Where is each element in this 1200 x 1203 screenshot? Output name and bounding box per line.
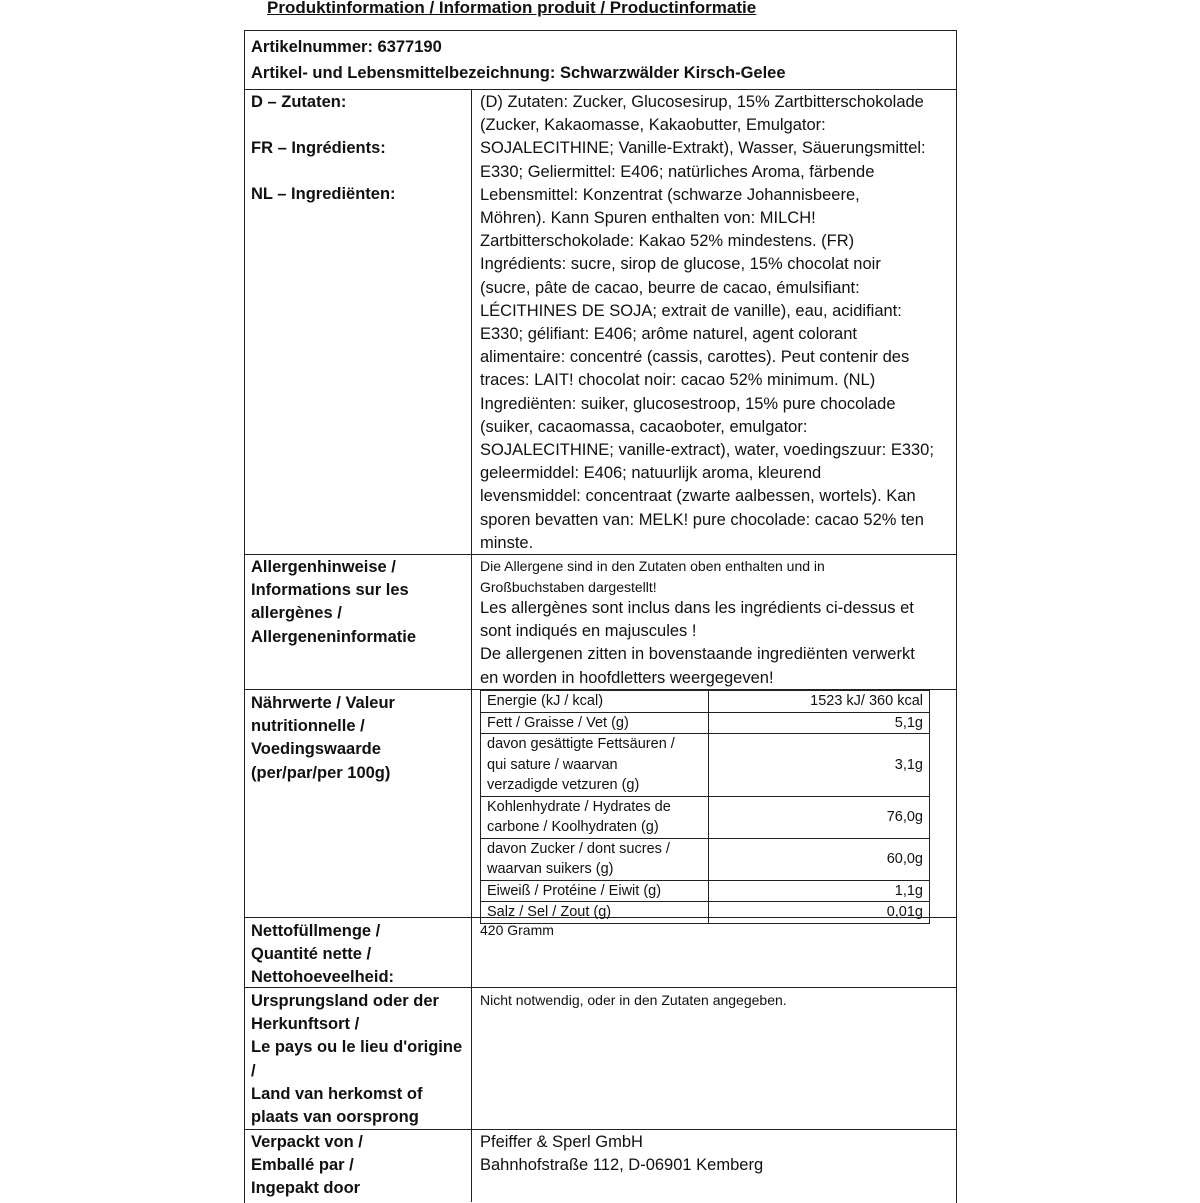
packed-by-value: Pfeiffer & Sperl GmbH Bahnhofstraße 112, D-06901 Kemberg [480,1133,764,1175]
nutrient-name: davon gesättigte Fettsäuren / qui sature / waarvan verzadigde vetzuren (g) [481,734,709,797]
ingredients-label-nl: NL – Ingrediënten: [251,185,396,203]
nutrient-name: Salz / Sel / Zout (g) [481,902,709,924]
net-quantity-label: Nettofüllmenge / Quantité nette / Nettohoeveelheid: [251,922,395,987]
table-row [481,796,930,838]
column-divider [471,89,472,1202]
allergens-text-fr-nl: Les allergènes sont inclus dans les ingrédients ci-dessus et sont indiqués en majuscules ! De allergenen zitten in bovenstaande ingrediënten verwerkt en worden in hoofdletters weergegeven! [480,599,915,687]
nutrient-name: Eiweiß / Protéine / Eiwit (g) [481,880,709,902]
nutrient-value: 0,01g [709,902,930,924]
table-row [481,734,930,797]
nutrient-name: Fett / Graisse / Vet (g) [481,712,709,734]
row-divider [244,89,956,90]
nutrient-value: 1523 kJ/ 360 kcal [709,691,930,713]
nutrient-value: 5,1g [709,712,930,734]
ingredients-label-fr: FR – Ingrédients: [251,139,386,157]
origin-label: Ursprungsland oder der Herkunftsort / Le pays ou le lieu d'origine / Land van herkomst of plaats van oorsprong [251,992,463,1127]
nutrient-value: 1,1g [709,880,930,902]
origin-value: Nicht notwendig, oder in den Zutaten angegeben. [480,992,787,1008]
allergens-label: Allergenhinweise / Informations sur les allergènes / Allergeneninformatie [251,558,417,646]
table-row [481,838,930,880]
nutrient-value: 3,1g [709,734,930,797]
article-number: Artikelnummer: 6377190 [251,38,442,56]
nutrition-table [480,690,930,924]
nutrition-label: Nährwerte / Valeur nutritionnelle / Voedingswaarde (per/par/per 100g) [251,694,395,782]
nutrient-name: davon Zucker / dont sucres / waarvan suikers (g) [481,838,709,880]
net-quantity-value: 420 Gramm [480,922,554,938]
table-row [481,880,930,902]
table-row [481,691,930,713]
nutrient-name: Kohlenhydrate / Hydrates de carbone / Koolhydraten (g) [481,796,709,838]
packed-by-label: Verpackt von / Emballé par / Ingepakt door [251,1133,363,1198]
table-row [481,712,930,734]
document-title: Produktinformation / Information produit / Productinformatie [267,0,757,17]
nutrient-value: 60,0g [709,838,930,880]
article-designation: Artikel- und Lebensmittelbezeichnung: Schwarzwälder Kirsch-Gelee [251,64,786,82]
ingredients-label-de: D – Zutaten: [251,93,347,111]
nutrient-name: Energie (kJ / kcal) [481,691,709,713]
ingredients-text: (D) Zutaten: Zucker, Glucosesirup, 15% Zartbitterschokolade (Zucker, Kakaomasse, Kakaobutter, Emulgator: SOJALECITHINE; Vanille-Extrakt), Wasser, Säuerungsmittel: E330; Geliermittel: E406; natürliches Aroma, färbende Lebensmittel: Konzentrat (schwarze Johannisbeere, Möhren). Kann Spuren enthalten von: MILCH! Zartbitterschokolade: Kakao 52% mindestens. (FR) Ingrédients: sucre, sirop de glucose, 15% chocolat noir (sucre, pâte de cacao, beurre de cacao, émulsifiant: LÉCITHINES DE SOJA; extrait de vanille), eau, acidifiant: E330; gélifiant: E406; arôme naturel, agent colorant alimentaire: concentré (cassis, carottes). Peut contenir des traces: LAIT! chocolat noir: cacao 52% minimum. (NL) Ingrediënten: suiker, glucosestroop, 15% pure chocolade (suiker, cacaomassa, cacaoboter, emulgator: SOJALECITHINE; vanille-extract), water, voedingszuur: E330; geleermiddel: E406; natuurlijk aroma, kleurend levensmiddel: concentraat (zwarte aalbessen, wortels). Kan sporen bevatten van: MELK! pure chocolade: cacao 52% ten minste. [480,93,934,552]
allergens-text-de: Die Allergene sind in den Zutaten oben enthalten und in Großbuchstaben dargestellt! [480,558,825,595]
nutrient-value: 76,0g [709,796,930,838]
